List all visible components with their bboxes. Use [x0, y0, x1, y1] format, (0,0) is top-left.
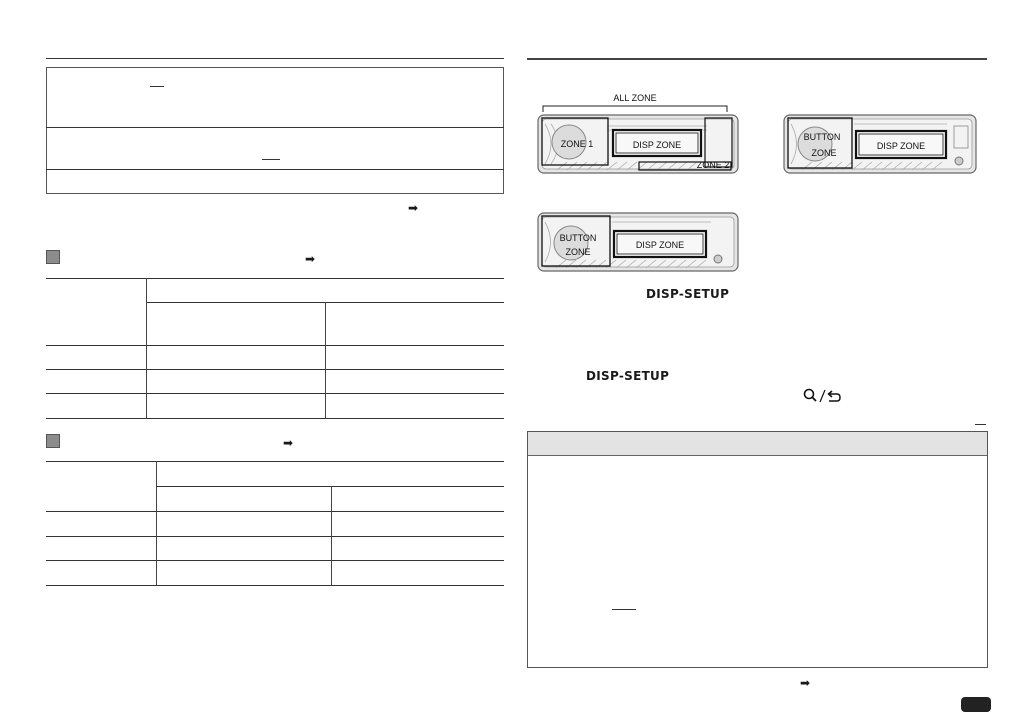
left-top-table-row-divider-2	[46, 169, 504, 170]
table2-col-divider	[331, 486, 332, 585]
faceplate-diagram-button-zone-a	[782, 112, 980, 178]
faceplate-diagram-all-zone	[537, 84, 742, 180]
left-top-table-row-divider-1	[46, 127, 504, 128]
table2-row-rule	[46, 536, 504, 537]
default-mark-3	[975, 424, 986, 425]
button-zone-label-line2: ZONE	[565, 247, 591, 257]
default-mark-4	[612, 609, 636, 610]
disp-zone-label: DISP ZONE	[635, 240, 685, 250]
section-marker-icon	[46, 250, 60, 264]
ref-arrow-icon: ➡	[800, 676, 811, 690]
right-settings-table-header	[528, 432, 987, 456]
disp-zone-label: DISP ZONE	[632, 140, 682, 150]
table1-row-rule	[46, 369, 504, 370]
table2-bottom-rule	[46, 585, 504, 586]
left-top-table	[46, 67, 504, 194]
table1-col-divider	[146, 278, 147, 418]
ref-arrow-icon: ➡	[408, 201, 419, 215]
table1-col-divider	[325, 302, 326, 418]
right-top-rule	[527, 58, 987, 60]
button-zone-label-line2: ZONE	[811, 148, 837, 158]
search-back-icon	[803, 388, 841, 404]
table2-row-rule	[46, 560, 504, 561]
all-zone-label: ALL ZONE	[613, 93, 657, 103]
left-top-rule	[46, 58, 504, 59]
section-marker-icon	[46, 434, 60, 448]
button-zone-label-line1: BUTTON	[559, 233, 597, 243]
ref-arrow-icon: ➡	[305, 252, 316, 266]
faceplate-diagram-button-zone-b	[536, 210, 742, 276]
zone1-label: ZONE 1	[560, 139, 594, 149]
table1-row-rule	[46, 393, 504, 394]
table2-row-rule	[46, 511, 504, 512]
disp-setup-label: DISP-SETUP	[586, 369, 670, 383]
table1-row-rule	[46, 345, 504, 346]
ref-arrow-icon: ➡	[283, 436, 294, 450]
table2-subheader-rule	[156, 486, 504, 487]
table2-top-rule	[46, 461, 504, 462]
table1-bottom-rule	[46, 418, 504, 419]
default-mark-1	[150, 86, 164, 87]
disp-setup-label: DISP-SETUP	[646, 287, 730, 301]
disp-zone-label: DISP ZONE	[876, 141, 926, 151]
zone2-label: ZONE 2	[696, 160, 730, 170]
table1-top-rule	[46, 278, 504, 279]
table2-col-divider	[156, 461, 157, 585]
button-zone-label-line1: BUTTON	[803, 132, 841, 142]
right-settings-table	[527, 431, 988, 668]
default-mark-2	[262, 159, 280, 160]
page-badge-icon	[961, 697, 991, 712]
